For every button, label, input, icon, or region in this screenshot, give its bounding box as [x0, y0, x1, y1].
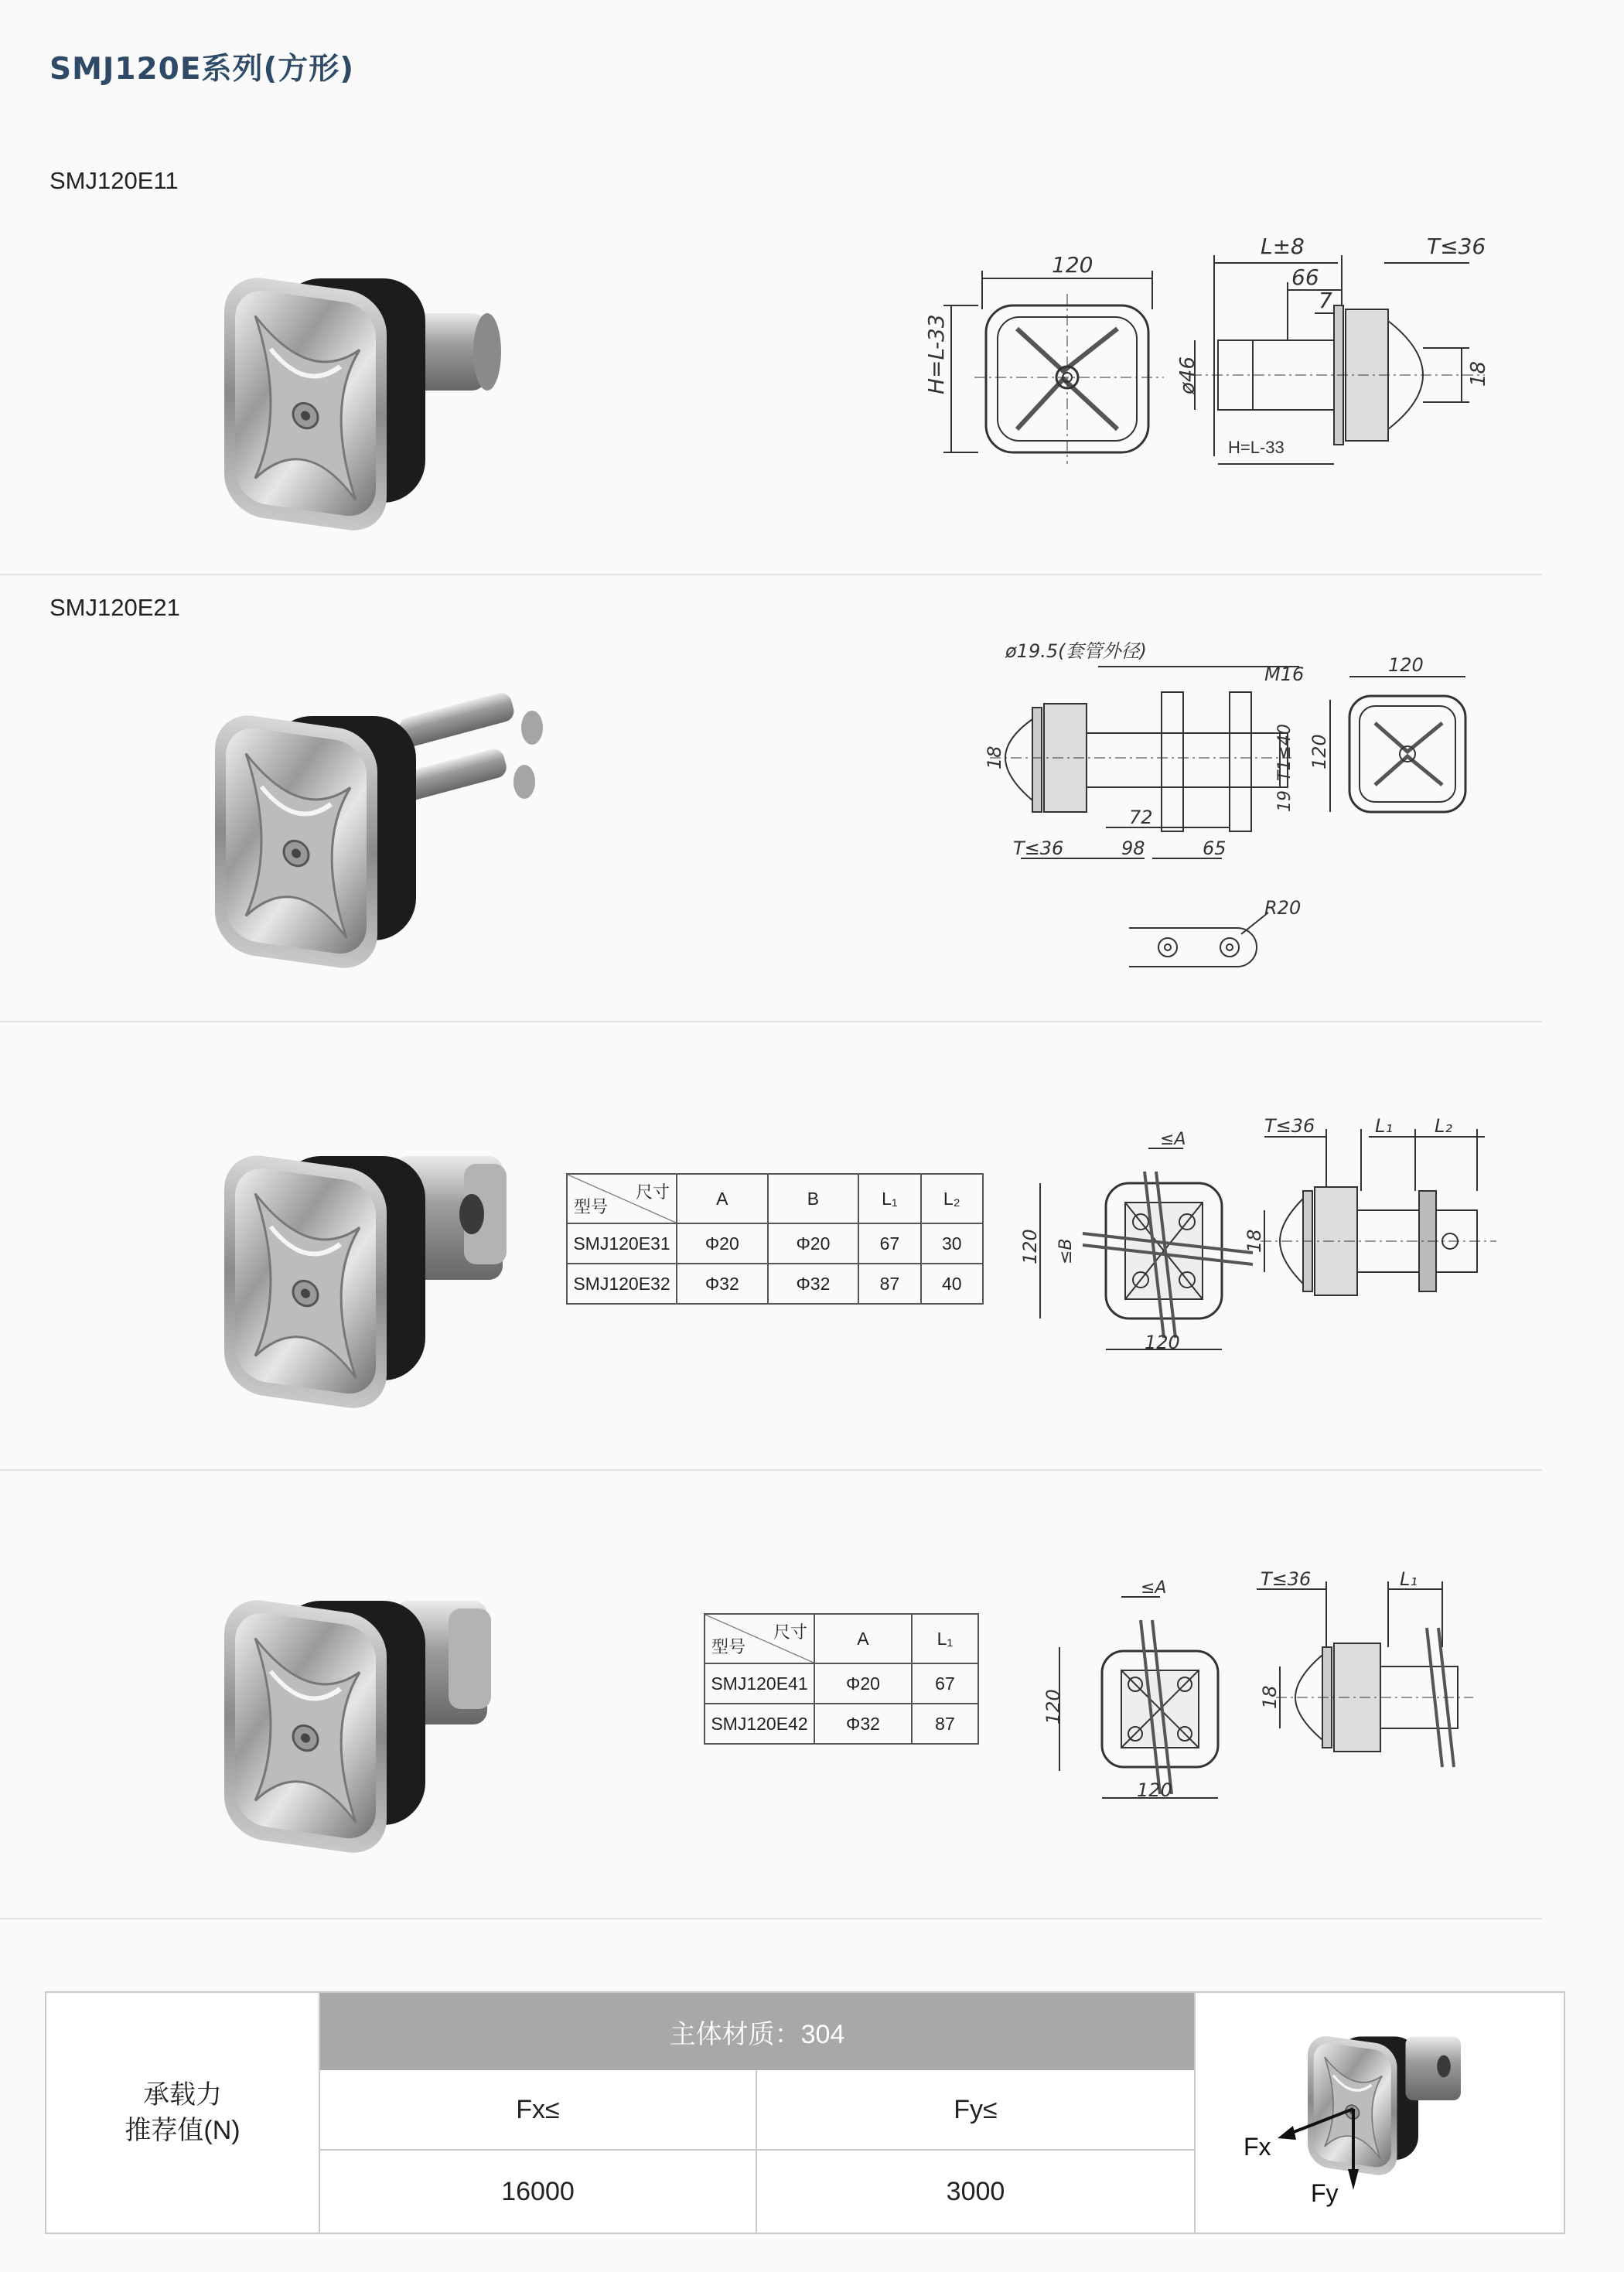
dim-width-label: 120 [1052, 252, 1093, 278]
front-view-drawing-e4 [1044, 1578, 1253, 1810]
dim-65-label: 65 [1203, 838, 1227, 859]
section-divider [0, 1021, 1542, 1022]
table-cell: SMJ120E41 [705, 1663, 814, 1704]
table-cell: 67 [912, 1663, 978, 1704]
load-capacity-label-line1: 承载力 [143, 2080, 222, 2110]
dim-width-label: 120 [1137, 1779, 1172, 1801]
product-photo-e3 [209, 1133, 518, 1380]
fx-header: Fx≤ [320, 2070, 757, 2151]
table-cell: 30 [921, 1223, 983, 1264]
material-header: 主体材质：304 [320, 1993, 1194, 2070]
table-cell: Φ32 [677, 1264, 768, 1304]
section-divider [0, 1918, 1542, 1919]
load-capacity-label [46, 1993, 320, 2233]
dim-height-label: 120 [1019, 1229, 1041, 1264]
side-view-drawing-e21 [984, 634, 1305, 866]
dim-h-label: H=L-33 [1228, 438, 1285, 457]
table-row [567, 1223, 983, 1264]
table-cell: 67 [858, 1223, 920, 1264]
corner-bottom-label: 型号 [574, 1197, 609, 1216]
corner-bottom-label: 型号 [711, 1637, 746, 1656]
dim-m16-label: M16 [1264, 664, 1305, 685]
product-photo-e21 [200, 693, 555, 956]
load-capacity-table [45, 1991, 1565, 2234]
dimension-table-e4 [704, 1613, 979, 1745]
dim-height-label: H=L-33 [923, 314, 949, 394]
table-corner-cell [705, 1614, 814, 1663]
side-view-drawing-e3 [1244, 1114, 1500, 1315]
dim-r20-label: R20 [1264, 897, 1302, 919]
page-title: SMJ120E系列(方形) [49, 52, 355, 87]
table-row [705, 1663, 978, 1704]
dim-18-label: 18 [1259, 1685, 1281, 1709]
table-cell: Φ32 [768, 1264, 859, 1304]
section-model-label: SMJ120E11 [49, 167, 179, 194]
dim-19-label: 19 [1275, 790, 1295, 812]
dim-a-label: ≤A [1160, 1130, 1186, 1149]
table-cell: Φ20 [814, 1663, 912, 1704]
dim-l2-label: L₂ [1435, 1115, 1452, 1137]
dim-phi46-label: ø46 [1176, 356, 1199, 394]
table-cell: 87 [912, 1704, 978, 1744]
dim-width-label: 120 [1145, 1332, 1180, 1353]
dimension-table-e3 [566, 1173, 984, 1305]
fy-value: 3000 [946, 2176, 1005, 2206]
load-capacity-label-line2: 推荐值(N) [125, 2116, 241, 2145]
corner-top-label: 尺寸 [635, 1182, 670, 1202]
table-header-cell: A [677, 1174, 768, 1223]
dim-l1-label: L₁ [1400, 1568, 1418, 1590]
table-row [567, 1264, 983, 1304]
dim-height-label: 120 [1308, 734, 1330, 769]
table-header-cell: B [768, 1174, 859, 1223]
dim-t-label: T≤36 [1427, 234, 1486, 259]
dim-t-label: T≤36 [1261, 1568, 1312, 1590]
dim-l1-label: L₁ [1375, 1115, 1393, 1137]
dim-width-label: 120 [1388, 654, 1424, 676]
dim-phi-label: ø19.5(套管外径) [1005, 640, 1147, 662]
table-row [705, 1704, 978, 1744]
dim-b-label: ≤B [1056, 1238, 1076, 1264]
dim-t1-label: T1≤40 [1275, 724, 1295, 781]
fx-value: 16000 [320, 2151, 757, 2233]
table-cell: 87 [858, 1264, 920, 1304]
product-photo-e4 [209, 1578, 518, 1825]
product-photo-e11 [209, 255, 518, 518]
dim-height-label: 120 [1042, 1689, 1064, 1724]
dim-98-label: 98 [1121, 838, 1145, 859]
force-direction-diagram [1206, 2008, 1554, 2225]
dim-72-label: 72 [1129, 807, 1153, 828]
table-cell: Φ32 [814, 1704, 912, 1744]
section-divider [0, 574, 1542, 575]
dim-18-label: 18 [1467, 360, 1490, 387]
table-cell: Φ20 [768, 1223, 859, 1264]
dim-t-label: T≤36 [1013, 838, 1064, 859]
fy-header: Fy≤ [757, 2070, 1194, 2151]
table-cell: SMJ120E31 [567, 1223, 677, 1264]
front-view-drawing-e21 [1308, 654, 1493, 827]
dim-a-label: ≤A [1141, 1578, 1167, 1598]
corner-top-label: 尺寸 [773, 1622, 807, 1642]
side-view-drawing-e11 [1176, 232, 1500, 472]
dim-t-label: T≤36 [1264, 1115, 1315, 1137]
table-header-cell: A [814, 1614, 912, 1663]
table-cell: 40 [921, 1264, 983, 1304]
front-view-drawing-e3 [1019, 1129, 1261, 1361]
front-view-drawing-e11 [923, 247, 1191, 472]
dim-66-label: 66 [1291, 264, 1319, 290]
table-corner-cell [567, 1174, 677, 1223]
dim-7-label: 7 [1319, 288, 1332, 313]
dim-18-label: 18 [1244, 1229, 1265, 1253]
section-divider [0, 1469, 1542, 1471]
fy-arrow-label: Fy [1311, 2179, 1339, 2207]
table-cell: Φ20 [677, 1223, 768, 1264]
table-header-cell: L₂ [921, 1174, 983, 1223]
table-cell: SMJ120E42 [705, 1704, 814, 1744]
dim-l-label: L±8 [1261, 234, 1305, 259]
table-header-cell: L₁ [912, 1614, 978, 1663]
plan-view-drawing-e21 [1114, 897, 1302, 982]
table-cell: SMJ120E32 [567, 1264, 677, 1304]
dim-18-label: 18 [984, 745, 1005, 769]
fx-arrow-label: Fx [1244, 2133, 1271, 2161]
section-model-label: SMJ120E21 [49, 594, 180, 621]
table-header-cell: L₁ [858, 1174, 920, 1223]
side-view-drawing-e4 [1253, 1554, 1477, 1786]
